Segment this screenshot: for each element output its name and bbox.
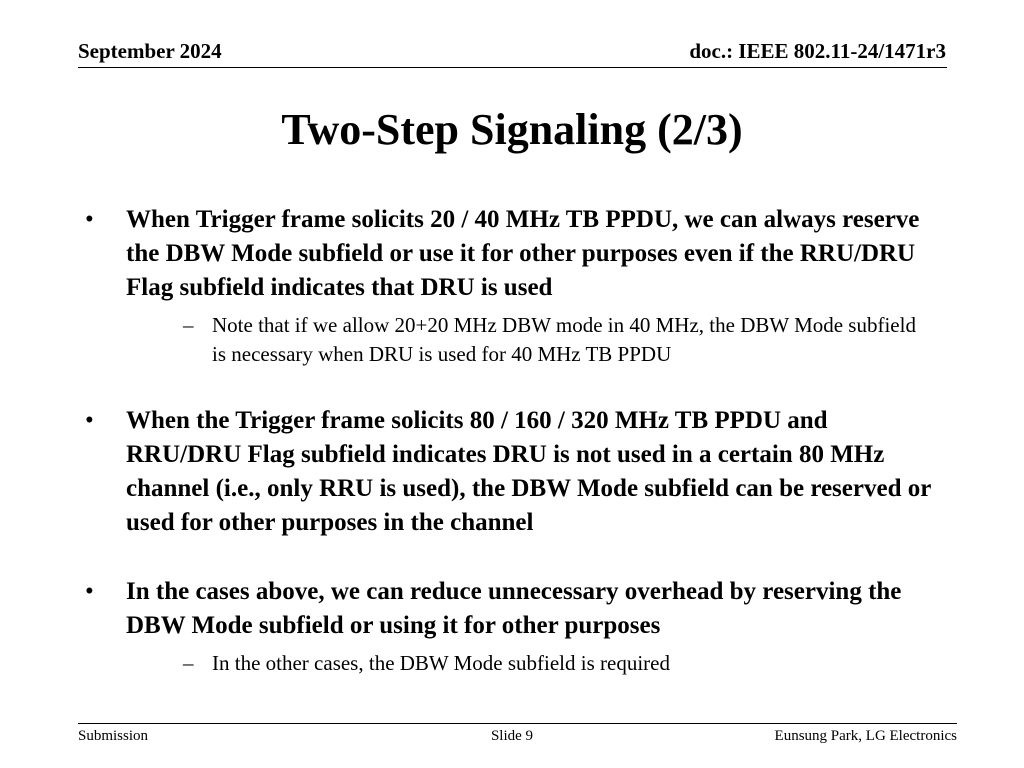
footer-slide-number: Slide 9 — [490, 728, 534, 744]
footer-author: Eunsung Park, LG Electronics — [774, 728, 957, 744]
bullet-text: When the Trigger frame solicits 80 / 160 / 320 MHz TB PPDU and RRU/DRU Flag subfield indicates DRU is not used in a certain 80 MHz channel (i.e., only RRU is used), the DBW Mode subfield can be reserved or used for other purposes in the channel — [126, 407, 931, 536]
sub-bullet-text: In the other cases, the DBW Mode subfield is required — [212, 651, 670, 675]
sub-bullet-item — [126, 311, 955, 369]
bullet-text: In the cases above, we can reduce unnecessary overhead by reserving the DBW Mode subfield or using it for other purposes — [126, 578, 902, 639]
dash-icon: – — [183, 651, 194, 675]
bullet-icon: • — [85, 407, 94, 434]
footer-divider — [78, 723, 957, 724]
bullet-item-2 — [85, 404, 955, 540]
sub-bullet-item — [126, 649, 955, 678]
header-date: September 2024 — [78, 39, 222, 63]
dash-icon: – — [183, 313, 194, 337]
slide-title: Two-Step Signaling (2/3) — [281, 105, 743, 154]
bullet-item-1 — [85, 203, 955, 369]
header-doc-id: doc.: IEEE 802.11-24/1471r3 — [689, 39, 946, 63]
bullet-icon: • — [85, 578, 94, 605]
bullet-item-3 — [85, 575, 955, 678]
bullet-text: When Trigger frame solicits 20 / 40 MHz TB PPDU, we can always reserve the DBW Mode subfield or use it for other purposes even if the RRU/DRU Flag subfield indicates that DRU is used — [126, 206, 920, 301]
header-divider — [78, 67, 947, 68]
bullet-icon: • — [85, 206, 94, 233]
footer-submission: Submission — [78, 728, 149, 744]
slide-body — [85, 203, 955, 678]
sub-bullet-text: Note that if we allow 20+20 MHz DBW mode in 40 MHz, the DBW Mode subfield is necessary when DRU is used for 40 MHz TB PPDU — [212, 313, 916, 366]
